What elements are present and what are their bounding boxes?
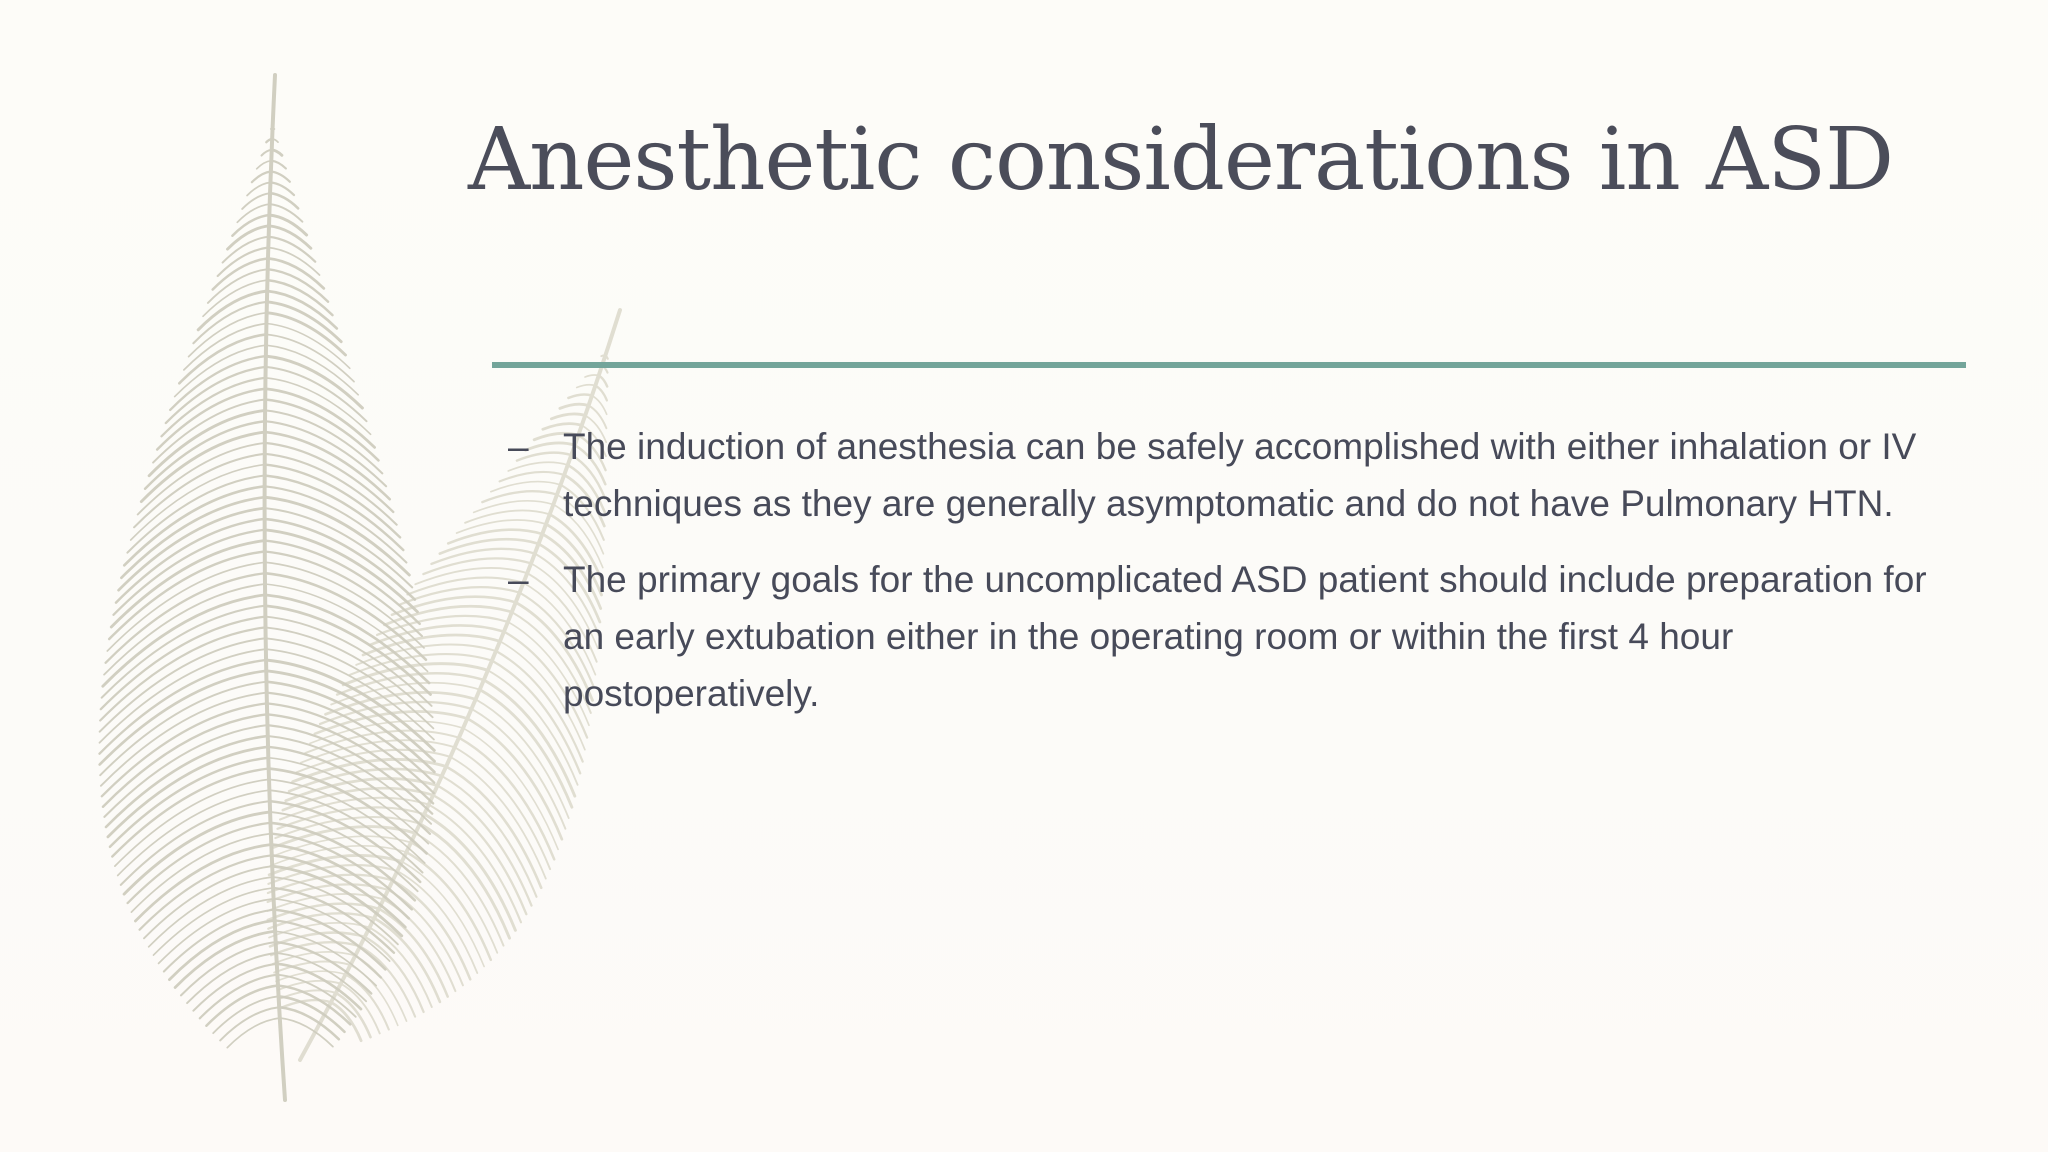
bullet-item (508, 551, 1958, 722)
bullet-item (508, 418, 1958, 532)
bullet-dash: – (508, 559, 529, 600)
bullet-dash: – (508, 426, 529, 467)
title-divider (492, 362, 1966, 368)
slide-title: Anesthetic considerations in ASD (468, 110, 1894, 210)
bullet-text: The induction of anesthesia can be safely accomplished with either inhalation or IV techniques as they are generally asymptomatic and do not have Pulmonary HTN. (563, 426, 1917, 524)
bullet-list (508, 418, 1958, 741)
bullet-text: The primary goals for the uncomplicated ASD patient should include preparation for an early extubation either in the operating room or within the first 4 hour postoperatively. (563, 559, 1927, 714)
